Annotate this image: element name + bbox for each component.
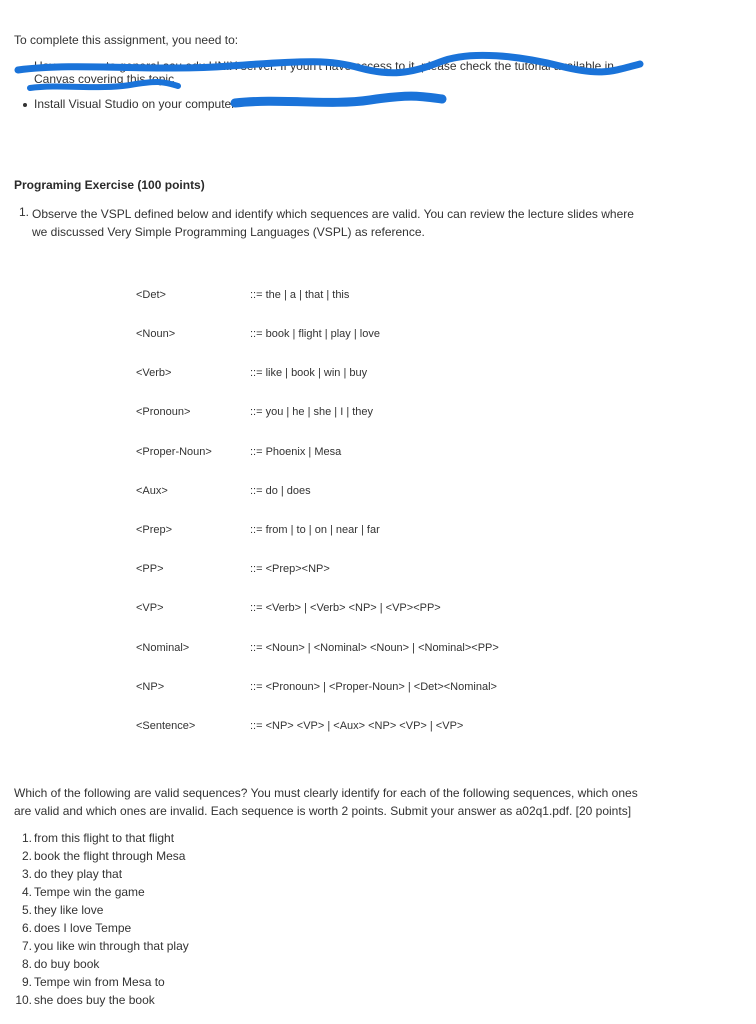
list-item: 1. from this flight to that flight [21, 831, 175, 845]
intro-text: To complete this assignment, you need to: [14, 33, 239, 47]
list-item: 7. you like win through that play [21, 939, 189, 953]
grammar-rule-def: ::= from | to | on | near | far [250, 524, 380, 536]
list-item: 6. does I love Tempe [21, 921, 132, 935]
grammar-rule-name: <Proper-Noun> [136, 446, 212, 458]
instructions-paragraph: Which of the following are valid sequences? You must clearly identify for each of the following sequences, which ones are valid and which ones are invalid. Each sequence is worth 2 points. Submit your answer as a02q1.pdf. [20 points] [14, 786, 638, 818]
exercise-heading: Programing Exercise (100 points) [14, 178, 205, 192]
grammar-rule-name: <Noun> [136, 328, 176, 340]
grammar-rule-name: <NP> [136, 681, 165, 693]
grammar-rule-name: <Sentence> [136, 720, 196, 732]
requirement-line-1: Have access to general.asu.edu UNIX server. If youn't have access to it, please check the tutorial available in [34, 59, 614, 73]
grammar-rule-name: <Aux> [136, 485, 168, 497]
list-item: 2. book the flight through Mesa [21, 849, 186, 863]
grammar-rule-def: ::= Phoenix | Mesa [250, 446, 342, 458]
grammar-rule-def: ::= you | he | she | I | they [250, 406, 374, 418]
grammar-rule-def: ::= <Pronoun> | <Proper-Noun> | <Det><Nominal> [250, 681, 497, 693]
sequence-list [10, 829, 189, 1009]
grammar-rule-def: ::= the | a | that | this [250, 289, 350, 301]
question-text: Observe the VSPL defined below and identify which sequences are valid. You can review the lecture slides where we discussed Very Simple Programming Languages (VSPL) as reference. [32, 207, 634, 239]
list-item: 3. do they play that [21, 867, 123, 881]
grammar-rule-name: <Prep> [136, 524, 173, 536]
requirement-item-unix-access [20, 60, 614, 86]
grammar-rule-name: <Pronoun> [136, 406, 191, 418]
list-item: 4. Tempe win the game [21, 885, 145, 899]
list-item: 8. do buy book [21, 957, 100, 971]
grammar-rule-name: <VP> [136, 602, 164, 614]
grammar-rule-def: ::= like | book | win | buy [250, 367, 368, 379]
requirement-line-2: Canvas covering this topic [34, 72, 175, 86]
question-number: 1. [19, 205, 30, 219]
list-item: 10. she does buy the book [15, 993, 155, 1007]
grammar-rule-name: <PP> [136, 563, 164, 575]
grammar-rule-def: ::= book | flight | play | love [250, 328, 380, 340]
list-item: 5. they like love [21, 903, 104, 917]
requirement-item-visual-studio: Install Visual Studio on your computer [20, 95, 614, 113]
grammar-rule-name: <Verb> [136, 367, 172, 379]
grammar-rule-def: ::= <Noun> | <Nominal> <Noun> | <Nominal><PP> [250, 642, 499, 654]
grammar-rule-name: <Nominal> [136, 642, 190, 654]
list-item: 9. Tempe win from Mesa to [21, 975, 165, 989]
grammar-rule-def: ::= <Prep><NP> [250, 563, 330, 575]
requirements-list [20, 60, 614, 113]
grammar-rule-def: ::= do | does [250, 485, 311, 497]
grammar-rule-def: ::= <NP> <VP> | <Aux> <NP> <VP> | <VP> [250, 720, 464, 732]
grammar-rule-def: ::= <Verb> | <Verb> <NP> | <VP><PP> [250, 602, 441, 614]
grammar-rule-name: <Det> [136, 289, 166, 301]
